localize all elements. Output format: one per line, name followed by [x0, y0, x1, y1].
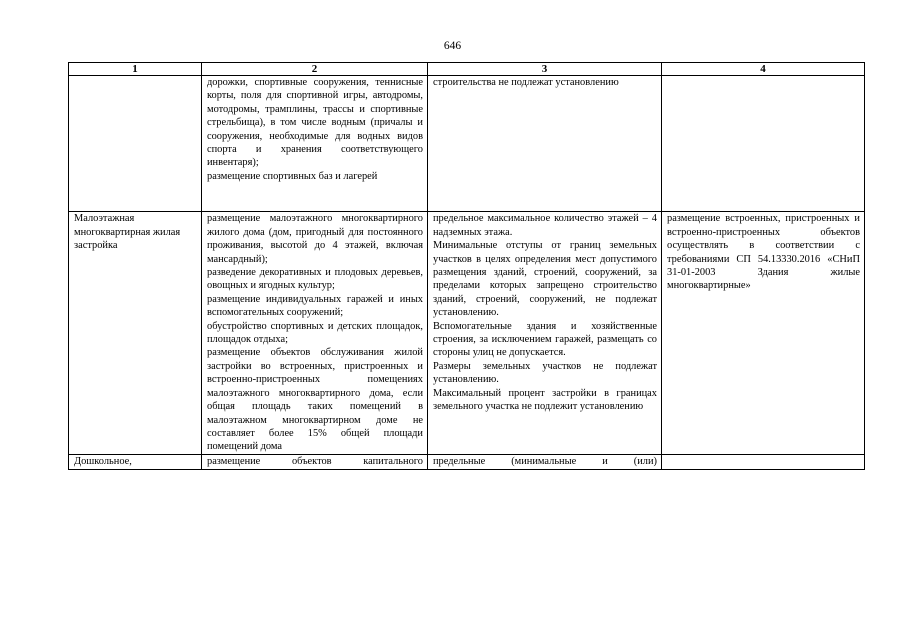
column-header-4: 4 — [662, 63, 865, 76]
cell-paragraph: строительства не подлежат установлению — [433, 77, 619, 88]
cell-lowrise-uses — [202, 212, 428, 454]
cell-lowrise-category: Малоэтажная многоквартирная жилая застройка — [69, 212, 202, 454]
cell-paragraph: размещение встроенных, пристроенных и встроенно-пристроенных объектов осуществлять в соответствии с требованиями СП 54.13330.2016 «СНиП 31-01-2003 Здания жилые многоквартирные» — [667, 213, 860, 292]
cell-paragraph: Максимальный процент застройки в границах земельного участка не подлежит установлению — [433, 387, 657, 413]
cell-continued-col4 — [662, 76, 865, 212]
table-row-next — [69, 454, 865, 469]
cell-paragraph: размещение объектов обслуживания жилой застройки во встроенных, пристроенных и встроенно-пристроенных помещениях малоэтажного многоквартирного дома, если общая площадь таких помещений в малоэтажном многоквартирном доме не составляет более 15% общей площади помещений дома — [207, 347, 423, 453]
cell-paragraph: предельные (минимальные и (или) — [433, 455, 657, 467]
table-row-continued — [69, 76, 865, 212]
cell-paragraph: Вспомогательные здания и хозяйственные строения, за исключением гаражей, размещать со стороны улиц не допускается. — [433, 320, 657, 359]
cell-next-restrictions — [662, 454, 865, 469]
cell-lowrise-parameters — [428, 212, 662, 454]
column-header-3: 3 — [428, 63, 662, 76]
column-header-1: 1 — [69, 63, 202, 76]
cell-paragraph: размещение малоэтажного многоквартирного жилого дома (дом, пригодный для постоянного проживания, высотой до 4 этажей, включая мансардный); — [207, 213, 423, 265]
cell-paragraph: дорожки, спортивные сооружения, теннисные корты, поля для спортивной игры, автодромы, мотодромы, трамплины, трассы и спортивные стрельбища), в том числе водным (причалы и сооружения, необходимые для водных видов спорта и хранения соответствующего инвентаря); — [207, 77, 423, 169]
cell-paragraph: разведение декоративных и плодовых деревьев, овощных и ягодных культур; — [207, 267, 423, 292]
page-number: 646 — [443, 40, 462, 52]
cell-paragraph: предельное максимальное количество этажей – 4 надземных этажа. — [433, 213, 657, 238]
cell-next-category: Дошкольное, — [69, 454, 202, 469]
cell-next-uses — [202, 454, 428, 469]
column-header-2: 2 — [202, 63, 428, 76]
cell-next-parameters — [428, 454, 662, 469]
cell-continued-col2 — [202, 76, 428, 212]
cell-lowrise-restrictions — [662, 212, 865, 454]
cell-continued-col1 — [69, 76, 202, 212]
cell-continued-col3 — [428, 76, 662, 212]
table-row-lowrise — [69, 212, 865, 454]
zoning-table — [68, 62, 865, 470]
cell-paragraph: размещение индивидуальных гаражей и иных вспомогательных сооружений; — [207, 293, 423, 319]
cell-paragraph: обустройство спортивных и детских площадок, площадок отдыха; — [207, 320, 423, 346]
cell-paragraph: размещение спортивных баз и лагерей — [207, 170, 378, 182]
cell-paragraph: Размеры земельных участков не подлежат установлению. — [433, 360, 657, 386]
cell-paragraph: Минимальные отступы от границ земельных участков в целях определения мест допустимого размещения зданий, строений, сооружений, за пределами которых запрещено строительство зданий, строений, сооружений, не подлежат установлению. — [433, 240, 657, 319]
cell-paragraph: размещение объектов капитального — [207, 455, 423, 467]
header-row — [69, 63, 865, 76]
